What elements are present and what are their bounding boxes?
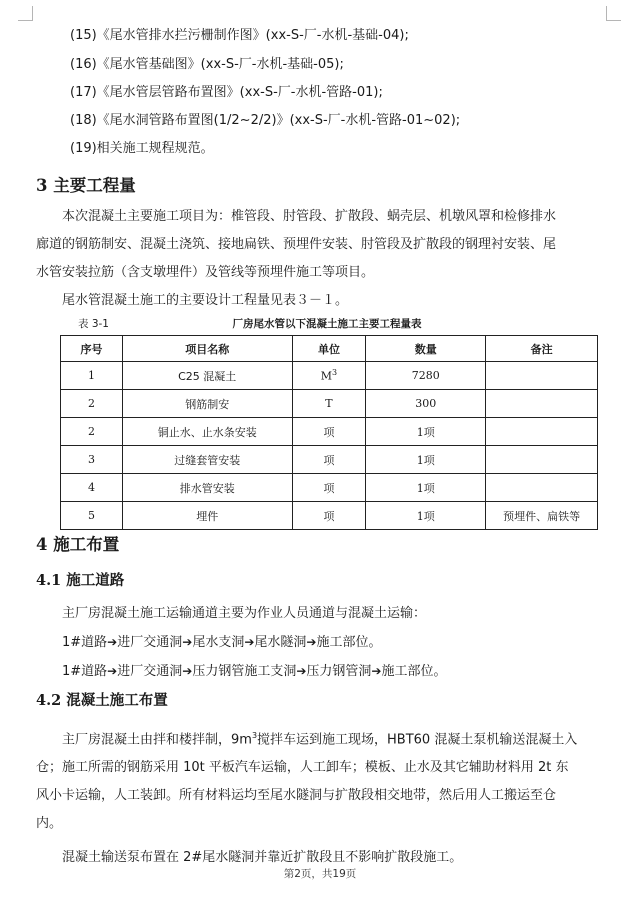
table-row [61,418,598,446]
unit [292,418,366,446]
text-run: 主厂房混凝土由拌和楼拌制，9m [62,732,252,748]
right-arrow-icon: ➔ [296,664,307,678]
paragraph-line [36,722,614,754]
margin-corner-mark [18,6,33,21]
page-footer: 第2页，共19页 [283,868,357,880]
right-arrow-icon: ➔ [371,664,382,678]
quantity: 1项 [366,418,486,446]
paragraph-line: 内。 [36,816,63,832]
reference-item: (15)《尾水管排水拦污栅制作图》(xx-S-厂-水机-基础-04); [70,28,409,43]
row-number: 2 [61,390,123,418]
item-name: 排水管安装 [122,474,292,502]
reference-item: (19)相关施工规程规范。 [70,141,214,156]
paragraph-line: 水管安装拉筋（含支墩埋件）及管线等预埋件施工等项目。 [36,265,375,280]
item-name: 过缝套管安装 [122,446,292,474]
paragraph [36,600,614,686]
paragraph [36,722,614,872]
unit-base: 项 [323,481,335,495]
route-stop: 进厂交通洞 [117,664,183,679]
row-number: 4 [61,474,123,502]
table-header-cell: 备注 [486,336,598,362]
superscript: 3 [251,731,258,740]
right-arrow-icon: ➔ [182,664,193,678]
paragraph-line: 主厂房混凝土施工运输通道主要为作业人员通道与混凝土运输： [62,606,427,621]
unit [292,390,366,418]
route-stop: 压力钢管洞 [306,664,372,679]
reference-item: (18)《尾水洞管路布置图(1/2~2/2)》(xx-S-厂-水机-管路-01~02); [70,113,461,128]
unit-base: 项 [323,453,335,467]
quantity: 1项 [366,474,486,502]
right-arrow-icon: ➔ [182,635,193,649]
route-stop: 尾水隧洞 [254,635,307,650]
note [486,362,598,390]
row-number: 1 [61,362,123,390]
item-name: 埋件 [122,502,292,530]
section-heading: 4 施工布置 [36,535,120,554]
table-header-cell: 项目名称 [122,336,292,362]
route-stop: 尾水支洞 [192,635,245,650]
route-stop: 进厂交通洞 [117,635,183,650]
note: 预埋件、扁铁等 [486,502,598,530]
table-header-cell: 序号 [61,336,123,362]
route-stop: 施工部位。 [381,664,447,679]
right-arrow-icon: ➔ [107,664,118,678]
table-header-cell: 数量 [366,336,486,362]
right-arrow-icon: ➔ [107,635,118,649]
paragraph-line: 廊道的钢筋制安、混凝土浇筑、接地扁铁、预埋件安装、肘管段及扩散段的钢理衬安装、尾 [36,237,557,252]
margin-corner-mark [606,6,621,21]
paragraph-line: 本次混凝土主要施工项目为：椎管段、肘管段、扩散段、蜗壳层、机墩风罩和检修排水 [62,209,557,224]
route-line [36,657,614,686]
route-stop: 1#道路 [62,635,108,650]
route-line [36,628,614,657]
row-number: 2 [61,418,123,446]
table-row [61,362,598,390]
unit-base: 项 [323,509,335,523]
table-header-row [61,336,598,362]
reference-item: (16)《尾水管基础图》(xx-S-厂-水机-基础-05); [70,57,344,72]
paragraph-line: 风小卡运输，人工装卸。所有材料运均至尾水隧洞与扩散段相交地带，然后用人工搬运至仓 [36,788,557,804]
unit-base: M [320,369,333,383]
note [486,418,598,446]
unit [292,474,366,502]
paragraph-line: 混凝土输送泵布置在 2#尾水隧洞并靠近扩散段且不影响扩散段施工。 [62,850,463,866]
item-name: 钢筋制安 [122,390,292,418]
table-header-cell: 单位 [292,336,366,362]
note [486,446,598,474]
section-heading: 3 主要工程量 [36,176,136,195]
quantity: 7280 [366,362,486,390]
table-row [61,446,598,474]
subsection-heading: 4.1 施工道路 [36,572,125,589]
item-name: 铜止水、止水条安装 [122,418,292,446]
table-row [61,502,598,530]
table-row [61,390,598,418]
route-stop: 1#道路 [62,664,108,679]
table-number: 表 3-1 [78,318,109,330]
unit [292,446,366,474]
right-arrow-icon: ➔ [244,635,255,649]
quantity-table [60,335,598,530]
route-stop: 压力钢管施工支洞 [192,664,297,679]
note [486,390,598,418]
unit [292,502,366,530]
paragraph-line: 仓；施工所需的钢筋采用 10t 平板汽车运输，人工卸车；模板、止水及其它辅助材料用 2t 东 [36,760,569,776]
quantity: 1项 [366,502,486,530]
paragraph-line: 尾水管混凝土施工的主要设计工程量见表３－１。 [62,293,349,308]
paragraph [36,203,614,315]
reference-item: (17)《尾水管层管路布置图》(xx-S-厂-水机-管路-01); [70,85,383,100]
quantity: 1项 [366,446,486,474]
subsection-heading: 4.2 混凝土施工布置 [36,692,168,709]
item-name: C25 混凝土 [122,362,292,390]
table-caption [60,317,594,331]
route-stop: 施工部位。 [316,635,382,650]
row-number: 3 [61,446,123,474]
quantity: 300 [366,390,486,418]
text-run: 搅拌车运到施工现场，HBT60 混凝土泵机输送混凝土入 [257,732,578,748]
right-arrow-icon: ➔ [306,635,317,649]
unit [292,362,366,390]
note [486,474,598,502]
row-number: 5 [61,502,123,530]
unit-superscript: 3 [332,368,338,378]
unit-base: T [325,397,333,410]
unit-base: 项 [323,425,335,439]
table-title: 厂房尾水管以下混凝土施工主要工程量表 [232,318,422,330]
table-row [61,474,598,502]
